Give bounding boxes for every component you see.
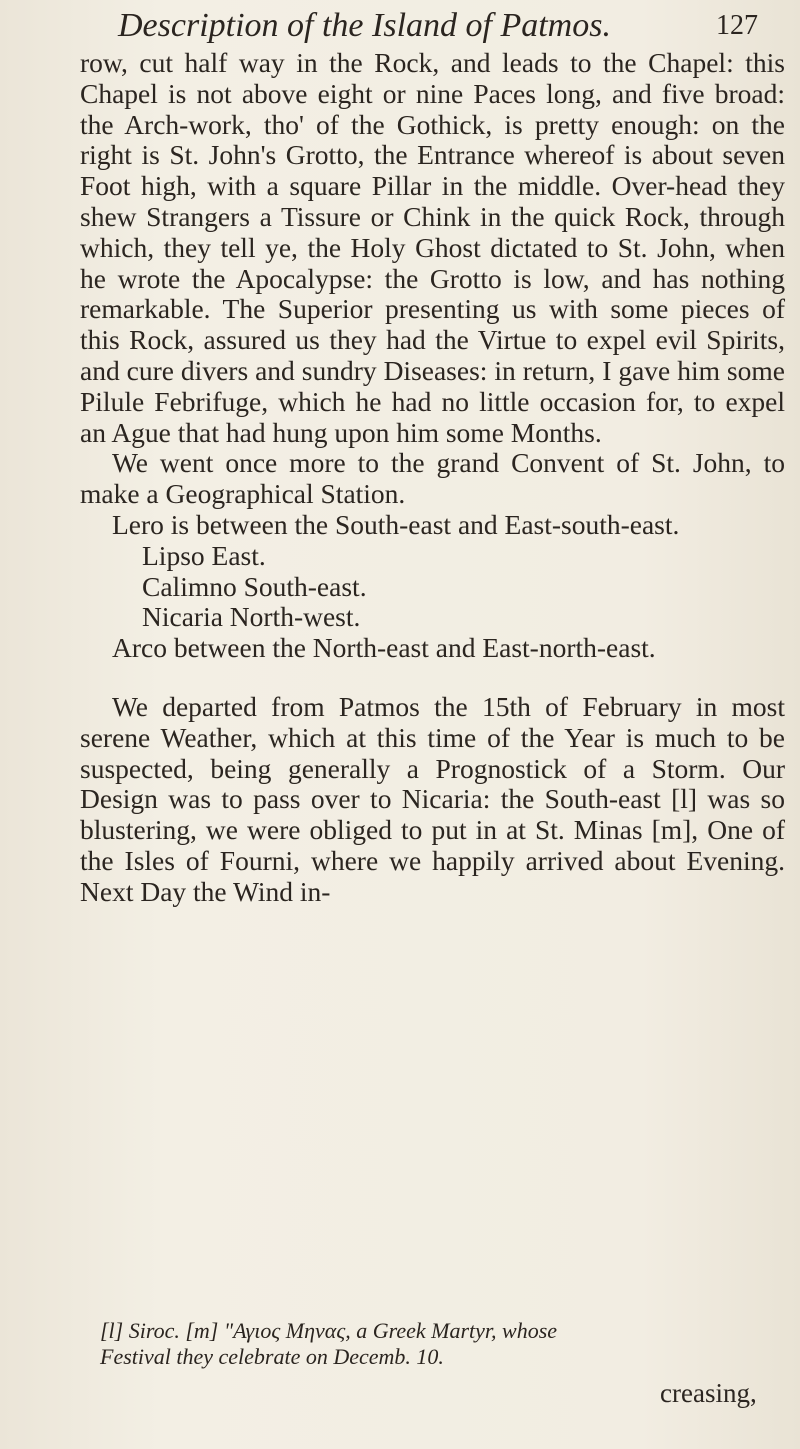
footnote-line-2: Festival they celebrate on Decemb. 10. (100, 1344, 444, 1369)
paragraph-2: We went once more to the grand Convent of St. John, to make a Geographical Station. (80, 447, 785, 510)
station-item: Calimno South-east. (142, 570, 367, 602)
running-header (118, 4, 758, 48)
station-list (80, 510, 785, 664)
station-item: Nicaria North-west. (142, 601, 361, 633)
paragraph-1: row, cut half way in the Rock, and leads to the Chapel: this Chapel is not above eight or nine Paces long, and five broad: the Arch-work, tho' of the Gothick, is pretty enough: on the right is St. John's Grotto, the Entrance whereof is about seven Foot high, with a square Pillar in the middle. Over-head they shew Strangers a Tissure or Chink in the quick Rock, through which, they tell ye, the Holy Ghost dictated to St. John, when he wrote the Apocalypse: the Grotto is low, and has nothing remarkable. The Superior presenting us with some pieces of this Rock, assured us they had the Virtue to expel evil Spirits, and cure divers and sundry Diseases: in return, I gave him some Pilule Febrifuge, which he had no little occasion for, to expel an Ague that had hung upon him some Months. (80, 47, 785, 448)
footnotes (100, 1318, 790, 1370)
paragraph-gap (80, 664, 785, 692)
page-number: 127 (716, 10, 758, 41)
catchword: creasing, (660, 1378, 757, 1408)
station-item: Lero is between the South-east and East-south-east. (112, 508, 680, 540)
running-title: Description of the Island of Patmos. (118, 7, 611, 44)
main-text (80, 48, 785, 908)
footnote-line-1: [l] Siroc. [m] "Αγιος Μηνας, a Greek Martyr, whose (100, 1318, 558, 1343)
station-item: Arco between the North-east and East-north-east. (112, 632, 656, 664)
station-item: Lipso East. (142, 539, 266, 571)
paragraph-3: We departed from Patmos the 15th of February in most serene Weather, which at this time of the Year is much to be suspected, being generally a Prognostick of a Storm. Our Design was to pass over to Nicaria: the South-east [l] was so blustering, we were obliged to put in at St. Minas [m], One of the Isles of Fourni, where we happily arrived about Evening. Next Day the Wind in- (80, 690, 785, 907)
